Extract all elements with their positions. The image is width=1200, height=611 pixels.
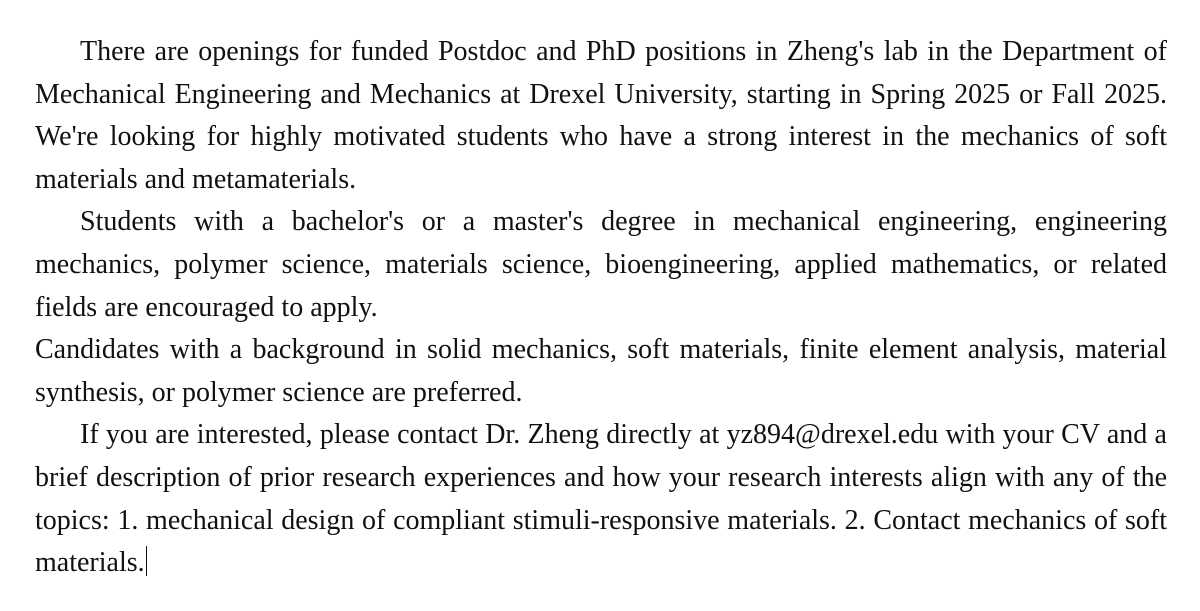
paragraph-eligibility: Students with a bachelor's or a master's degree in mechanical engineering, engineering mechanics, polymer science, materials science, bioengineering, applied mathematics, or related fields are encouraged to apply. bbox=[35, 206, 1167, 323]
paragraph-contact-text: If you are interested, please contact Dr. Zheng directly at yz894@drexel.edu with your CV and a brief description of prior research experiences and how your research interests align with any of the topics: 1. mechanical design of compliant stimuli-responsive materials. 2. Contact mechanics of soft materials. bbox=[35, 419, 1167, 579]
text-cursor bbox=[146, 546, 148, 576]
document-body[interactable] bbox=[35, 31, 1167, 585]
paragraph-preferred-background: Candidates with a background in solid mechanics, soft materials, finite element analysis, material synthesis, or polymer science are preferred. bbox=[35, 334, 1167, 408]
paragraph-openings: There are openings for funded Postdoc and PhD positions in Zheng's lab in the Department of Mechanical Engineering and Mechanics at Drexel University, starting in Spring 2025 or Fall 2025. We're looking for highly motivated students who have a strong interest in the mechanics of soft materials and metamaterials. bbox=[35, 36, 1167, 195]
paragraph-contact bbox=[35, 414, 1167, 584]
